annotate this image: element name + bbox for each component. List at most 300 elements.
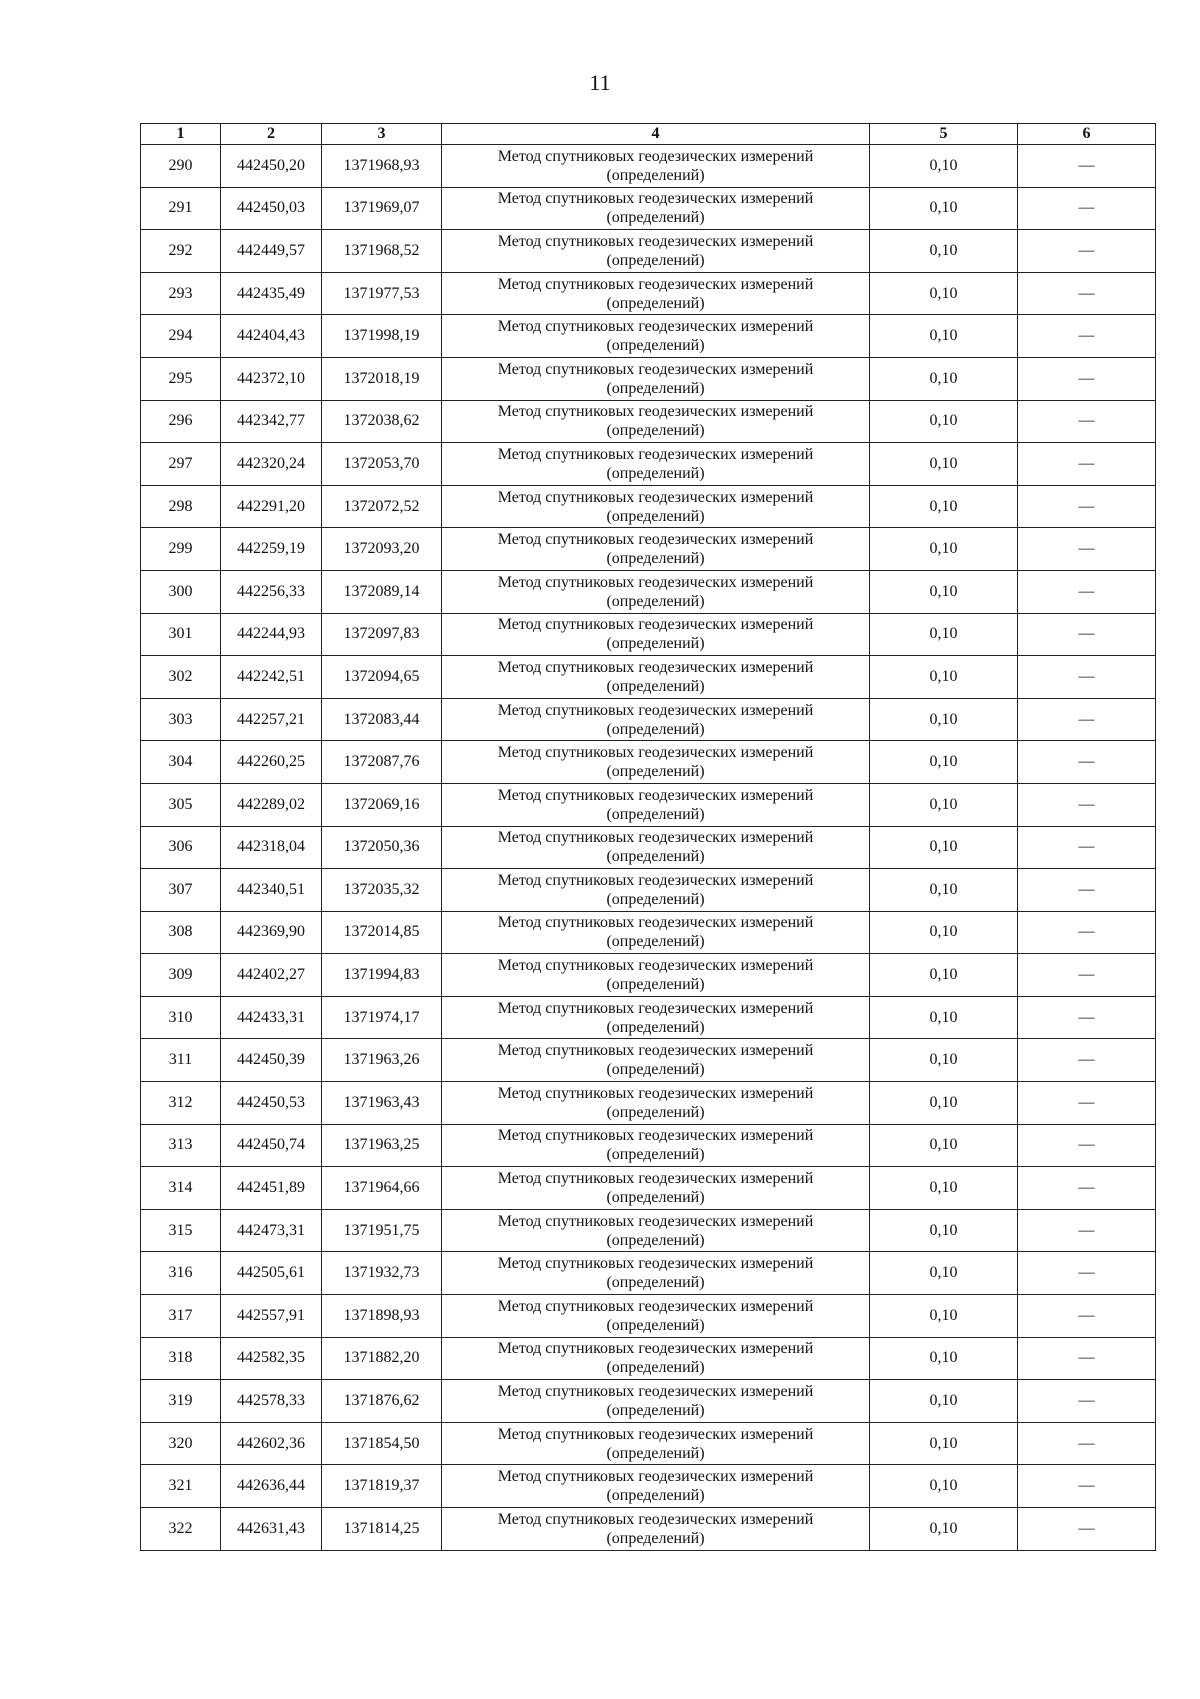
method-text-line-1: Метод спутниковых геодезических измерений [497,1255,814,1273]
method-text-line-2: (определений) [606,1018,705,1036]
method-cell [442,443,870,486]
method-text-line-1: Метод спутниковых геодезических измерений [497,1297,814,1315]
accuracy-cell: 0,10 [870,1124,1018,1167]
table-row [141,1039,1156,1082]
method-cell [442,783,870,826]
accuracy-cell: 0,10 [870,443,1018,486]
method-text-line-2: (определений) [606,209,705,227]
point-number-cell: 298 [141,485,221,528]
table-row [141,698,1156,741]
x-coordinate-cell: 442450,74 [221,1124,322,1167]
method-cell [442,1380,870,1423]
method-text-line-2: (определений) [606,1231,705,1249]
method-text-line-1: Метод спутниковых геодезических измерений [497,445,814,463]
method-text-line-1: Метод спутниковых геодезических измерений [497,488,814,506]
table-row [141,869,1156,912]
method-text-line-1: Метод спутниковых геодезических измерений [497,360,814,378]
table-row [141,272,1156,315]
note-cell: — [1018,1252,1156,1295]
method-text-line-2: (определений) [606,464,705,482]
method-text-line-1: Метод спутниковых геодезических измерений [497,1212,814,1230]
method-text-line-1: Метод спутниковых геодезических измерений [497,1170,814,1188]
method-text-line-2: (определений) [606,933,705,951]
method-text-line-1: Метод спутниковых геодезических измерений [497,871,814,889]
method-cell [442,1465,870,1508]
point-number-cell: 315 [141,1209,221,1252]
point-number-cell: 320 [141,1422,221,1465]
point-number-cell: 316 [141,1252,221,1295]
x-coordinate-cell: 442602,36 [221,1422,322,1465]
x-coordinate-cell: 442578,33 [221,1380,322,1423]
point-number-cell: 306 [141,826,221,869]
accuracy-cell: 0,10 [870,1380,1018,1423]
method-text-line-2: (определений) [606,848,705,866]
accuracy-cell: 0,10 [870,187,1018,230]
method-cell [442,954,870,997]
method-text-line-1: Метод спутниковых геодезических измерений [497,190,814,208]
method-text-line-2: (определений) [606,1103,705,1121]
y-coordinate-cell: 1372083,44 [322,698,442,741]
y-coordinate-cell: 1371998,19 [322,315,442,358]
method-text-line-1: Метод спутниковых геодезических измерений [497,744,814,762]
accuracy-cell: 0,10 [870,954,1018,997]
note-cell: — [1018,741,1156,784]
x-coordinate-cell: 442450,39 [221,1039,322,1082]
y-coordinate-cell: 1372014,85 [322,911,442,954]
note-cell: — [1018,1380,1156,1423]
note-cell: — [1018,357,1156,400]
x-coordinate-cell: 442244,93 [221,613,322,656]
y-coordinate-cell: 1371968,52 [322,230,442,273]
note-cell: — [1018,1039,1156,1082]
method-text-line-2: (определений) [606,1487,705,1505]
point-number-cell: 303 [141,698,221,741]
table-row [141,826,1156,869]
method-text-line-1: Метод спутниковых геодезических измерений [497,573,814,591]
table-row [141,315,1156,358]
method-text-line-2: (определений) [606,1146,705,1164]
note-cell: — [1018,1082,1156,1125]
method-cell [442,187,870,230]
table-row [141,400,1156,443]
note-cell: — [1018,1209,1156,1252]
y-coordinate-cell: 1371977,53 [322,272,442,315]
y-coordinate-cell: 1371964,66 [322,1167,442,1210]
accuracy-cell: 0,10 [870,485,1018,528]
point-number-cell: 311 [141,1039,221,1082]
x-coordinate-cell: 442257,21 [221,698,322,741]
method-text-line-2: (определений) [606,379,705,397]
accuracy-cell: 0,10 [870,272,1018,315]
point-number-cell: 292 [141,230,221,273]
table-row [141,443,1156,486]
method-text-line-2: (определений) [606,507,705,525]
method-cell [442,741,870,784]
method-text-line-2: (определений) [606,166,705,184]
point-number-cell: 305 [141,783,221,826]
point-number-cell: 314 [141,1167,221,1210]
accuracy-cell: 0,10 [870,1508,1018,1551]
y-coordinate-cell: 1372035,32 [322,869,442,912]
point-number-cell: 294 [141,315,221,358]
y-coordinate-cell: 1371882,20 [322,1337,442,1380]
method-cell [442,1124,870,1167]
accuracy-cell: 0,10 [870,613,1018,656]
accuracy-cell: 0,10 [870,357,1018,400]
method-text-line-1: Метод спутниковых геодезических измерений [497,1084,814,1102]
accuracy-cell: 0,10 [870,869,1018,912]
coordinates-table [140,123,1156,1551]
table-row [141,1082,1156,1125]
method-text-line-1: Метод спутниковых геодезических измерений [497,275,814,293]
x-coordinate-cell: 442318,04 [221,826,322,869]
method-text-line-1: Метод спутниковых геодезических измерений [497,658,814,676]
method-text-line-1: Метод спутниковых геодезических измерений [497,147,814,165]
method-text-line-1: Метод спутниковых геодезических измерений [497,403,814,421]
accuracy-cell: 0,10 [870,230,1018,273]
table-row [141,570,1156,613]
note-cell: — [1018,783,1156,826]
method-text-line-2: (определений) [606,763,705,781]
table-row [141,1124,1156,1167]
method-text-line-1: Метод спутниковых геодезических измерений [497,1383,814,1401]
method-cell [442,1209,870,1252]
method-text-line-2: (определений) [606,1529,705,1547]
column-header-3: 3 [322,124,442,145]
y-coordinate-cell: 1372089,14 [322,570,442,613]
point-number-cell: 301 [141,613,221,656]
x-coordinate-cell: 442402,27 [221,954,322,997]
method-cell [442,1082,870,1125]
note-cell: — [1018,570,1156,613]
note-cell: — [1018,145,1156,188]
method-cell [442,869,870,912]
table-row [141,1508,1156,1551]
point-number-cell: 299 [141,528,221,571]
accuracy-cell: 0,10 [870,570,1018,613]
x-coordinate-cell: 442289,02 [221,783,322,826]
method-cell [442,315,870,358]
note-cell: — [1018,698,1156,741]
x-coordinate-cell: 442557,91 [221,1295,322,1338]
method-cell [442,1295,870,1338]
column-header-1: 1 [141,124,221,145]
x-coordinate-cell: 442450,53 [221,1082,322,1125]
point-number-cell: 312 [141,1082,221,1125]
method-cell [442,230,870,273]
x-coordinate-cell: 442636,44 [221,1465,322,1508]
method-text-line-1: Метод спутниковых геодезических измерений [497,531,814,549]
method-text-line-2: (определений) [606,805,705,823]
method-cell [442,698,870,741]
note-cell: — [1018,1167,1156,1210]
method-cell [442,145,870,188]
x-coordinate-cell: 442259,19 [221,528,322,571]
table-row [141,1422,1156,1465]
table-row [141,954,1156,997]
table-row [141,783,1156,826]
point-number-cell: 322 [141,1508,221,1551]
table-row [141,528,1156,571]
note-cell: — [1018,1422,1156,1465]
x-coordinate-cell: 442449,57 [221,230,322,273]
column-header-6: 6 [1018,124,1156,145]
note-cell: — [1018,656,1156,699]
note-cell: — [1018,1465,1156,1508]
accuracy-cell: 0,10 [870,1465,1018,1508]
table-row [141,485,1156,528]
accuracy-cell: 0,10 [870,826,1018,869]
method-text-line-2: (определений) [606,592,705,610]
method-cell [442,996,870,1039]
point-number-cell: 304 [141,741,221,784]
y-coordinate-cell: 1371963,26 [322,1039,442,1082]
method-text-line-1: Метод спутниковых геодезических измерений [497,1127,814,1145]
table-row [141,1209,1156,1252]
note-cell: — [1018,1508,1156,1551]
x-coordinate-cell: 442450,20 [221,145,322,188]
y-coordinate-cell: 1371814,25 [322,1508,442,1551]
accuracy-cell: 0,10 [870,1252,1018,1295]
y-coordinate-cell: 1372072,52 [322,485,442,528]
point-number-cell: 291 [141,187,221,230]
y-coordinate-cell: 1372038,62 [322,400,442,443]
accuracy-cell: 0,10 [870,996,1018,1039]
note-cell: — [1018,315,1156,358]
y-coordinate-cell: 1371819,37 [322,1465,442,1508]
accuracy-cell: 0,10 [870,1422,1018,1465]
note-cell: — [1018,230,1156,273]
note-cell: — [1018,528,1156,571]
method-cell [442,1422,870,1465]
point-number-cell: 319 [141,1380,221,1423]
y-coordinate-cell: 1372053,70 [322,443,442,486]
point-number-cell: 318 [141,1337,221,1380]
method-text-line-2: (определений) [606,294,705,312]
table-row [141,1167,1156,1210]
y-coordinate-cell: 1372087,76 [322,741,442,784]
table-row [141,1337,1156,1380]
method-text-line-2: (определений) [606,251,705,269]
point-number-cell: 290 [141,145,221,188]
method-cell [442,1167,870,1210]
note-cell: — [1018,272,1156,315]
point-number-cell: 302 [141,656,221,699]
y-coordinate-cell: 1371968,93 [322,145,442,188]
method-cell [442,613,870,656]
table-row [141,230,1156,273]
method-text-line-1: Метод спутниковых геодезических измерений [497,232,814,250]
method-cell [442,1252,870,1295]
y-coordinate-cell: 1371974,17 [322,996,442,1039]
accuracy-cell: 0,10 [870,1167,1018,1210]
x-coordinate-cell: 442473,31 [221,1209,322,1252]
x-coordinate-cell: 442582,35 [221,1337,322,1380]
method-text-line-1: Метод спутниковых геодезических измерений [497,1468,814,1486]
point-number-cell: 313 [141,1124,221,1167]
x-coordinate-cell: 442340,51 [221,869,322,912]
y-coordinate-cell: 1372069,16 [322,783,442,826]
accuracy-cell: 0,10 [870,400,1018,443]
accuracy-cell: 0,10 [870,145,1018,188]
method-cell [442,400,870,443]
table-row [141,1380,1156,1423]
table-row [141,656,1156,699]
y-coordinate-cell: 1372094,65 [322,656,442,699]
y-coordinate-cell: 1371963,43 [322,1082,442,1125]
accuracy-cell: 0,10 [870,656,1018,699]
y-coordinate-cell: 1372050,36 [322,826,442,869]
x-coordinate-cell: 442256,33 [221,570,322,613]
note-cell: — [1018,954,1156,997]
point-number-cell: 295 [141,357,221,400]
point-number-cell: 309 [141,954,221,997]
method-text-line-1: Метод спутниковых геодезических измерений [497,914,814,932]
method-text-line-1: Метод спутниковых геодезических измерений [497,829,814,847]
y-coordinate-cell: 1371932,73 [322,1252,442,1295]
column-header-5: 5 [870,124,1018,145]
table-row [141,1465,1156,1508]
accuracy-cell: 0,10 [870,783,1018,826]
method-cell [442,656,870,699]
method-text-line-1: Метод спутниковых геодезических измерений [497,318,814,336]
method-text-line-2: (определений) [606,1402,705,1420]
method-cell [442,1337,870,1380]
method-text-line-2: (определений) [606,1444,705,1462]
x-coordinate-cell: 442450,03 [221,187,322,230]
point-number-cell: 293 [141,272,221,315]
note-cell: — [1018,996,1156,1039]
table-row [141,1295,1156,1338]
method-text-line-1: Метод спутниковых геодезических измерений [497,1340,814,1358]
y-coordinate-cell: 1372097,83 [322,613,442,656]
method-cell [442,1039,870,1082]
note-cell: — [1018,400,1156,443]
table-header-row [141,124,1156,145]
method-text-line-2: (определений) [606,550,705,568]
accuracy-cell: 0,10 [870,741,1018,784]
column-header-4: 4 [442,124,870,145]
page-number: 11 [589,70,611,95]
y-coordinate-cell: 1371876,62 [322,1380,442,1423]
method-text-line-2: (определений) [606,337,705,355]
table-row [141,996,1156,1039]
note-cell: — [1018,911,1156,954]
x-coordinate-cell: 442372,10 [221,357,322,400]
point-number-cell: 307 [141,869,221,912]
method-text-line-1: Метод спутниковых геодезических измерений [497,957,814,975]
accuracy-cell: 0,10 [870,528,1018,571]
method-text-line-2: (определений) [606,1316,705,1334]
method-cell [442,528,870,571]
method-text-line-1: Метод спутниковых геодезических измерений [497,1425,814,1443]
point-number-cell: 308 [141,911,221,954]
note-cell: — [1018,1124,1156,1167]
method-text-line-1: Метод спутниковых геодезических измерений [497,786,814,804]
x-coordinate-cell: 442505,61 [221,1252,322,1295]
note-cell: — [1018,869,1156,912]
point-number-cell: 296 [141,400,221,443]
x-coordinate-cell: 442320,24 [221,443,322,486]
y-coordinate-cell: 1371963,25 [322,1124,442,1167]
accuracy-cell: 0,10 [870,315,1018,358]
y-coordinate-cell: 1371898,93 [322,1295,442,1338]
method-text-line-2: (определений) [606,720,705,738]
accuracy-cell: 0,10 [870,1295,1018,1338]
method-text-line-1: Метод спутниковых геодезических измерений [497,616,814,634]
x-coordinate-cell: 442404,43 [221,315,322,358]
table-row [141,741,1156,784]
method-text-line-2: (определений) [606,677,705,695]
x-coordinate-cell: 442631,43 [221,1508,322,1551]
x-coordinate-cell: 442291,20 [221,485,322,528]
note-cell: — [1018,613,1156,656]
note-cell: — [1018,826,1156,869]
accuracy-cell: 0,10 [870,1209,1018,1252]
note-cell: — [1018,1295,1156,1338]
method-text-line-2: (определений) [606,635,705,653]
note-cell: — [1018,1337,1156,1380]
method-cell [442,1508,870,1551]
table-row [141,1252,1156,1295]
accuracy-cell: 0,10 [870,698,1018,741]
note-cell: — [1018,187,1156,230]
accuracy-cell: 0,10 [870,1039,1018,1082]
x-coordinate-cell: 442260,25 [221,741,322,784]
method-cell [442,570,870,613]
point-number-cell: 321 [141,1465,221,1508]
point-number-cell: 310 [141,996,221,1039]
x-coordinate-cell: 442435,49 [221,272,322,315]
method-text-line-2: (определений) [606,976,705,994]
accuracy-cell: 0,10 [870,1082,1018,1125]
table-row [141,357,1156,400]
x-coordinate-cell: 442433,31 [221,996,322,1039]
x-coordinate-cell: 442451,89 [221,1167,322,1210]
table-body [141,145,1156,1551]
y-coordinate-cell: 1372093,20 [322,528,442,571]
method-text-line-1: Метод спутниковых геодезических измерений [497,701,814,719]
y-coordinate-cell: 1372018,19 [322,357,442,400]
table-row [141,145,1156,188]
method-text-line-2: (определений) [606,422,705,440]
y-coordinate-cell: 1371969,07 [322,187,442,230]
method-text-line-2: (определений) [606,1061,705,1079]
method-text-line-1: Метод спутниковых геодезических измерений [497,999,814,1017]
x-coordinate-cell: 442242,51 [221,656,322,699]
y-coordinate-cell: 1371854,50 [322,1422,442,1465]
point-number-cell: 317 [141,1295,221,1338]
method-text-line-2: (определений) [606,1189,705,1207]
point-number-cell: 300 [141,570,221,613]
table-row [141,187,1156,230]
method-text-line-2: (определений) [606,1359,705,1377]
note-cell: — [1018,485,1156,528]
method-cell [442,485,870,528]
accuracy-cell: 0,10 [870,1337,1018,1380]
method-text-line-1: Метод спутниковых геодезических измерений [497,1510,814,1528]
note-cell: — [1018,443,1156,486]
accuracy-cell: 0,10 [870,911,1018,954]
method-text-line-2: (определений) [606,890,705,908]
method-cell [442,357,870,400]
point-number-cell: 297 [141,443,221,486]
method-cell [442,272,870,315]
table-row [141,911,1156,954]
method-cell [442,911,870,954]
method-text-line-2: (определений) [606,1274,705,1292]
method-cell [442,826,870,869]
